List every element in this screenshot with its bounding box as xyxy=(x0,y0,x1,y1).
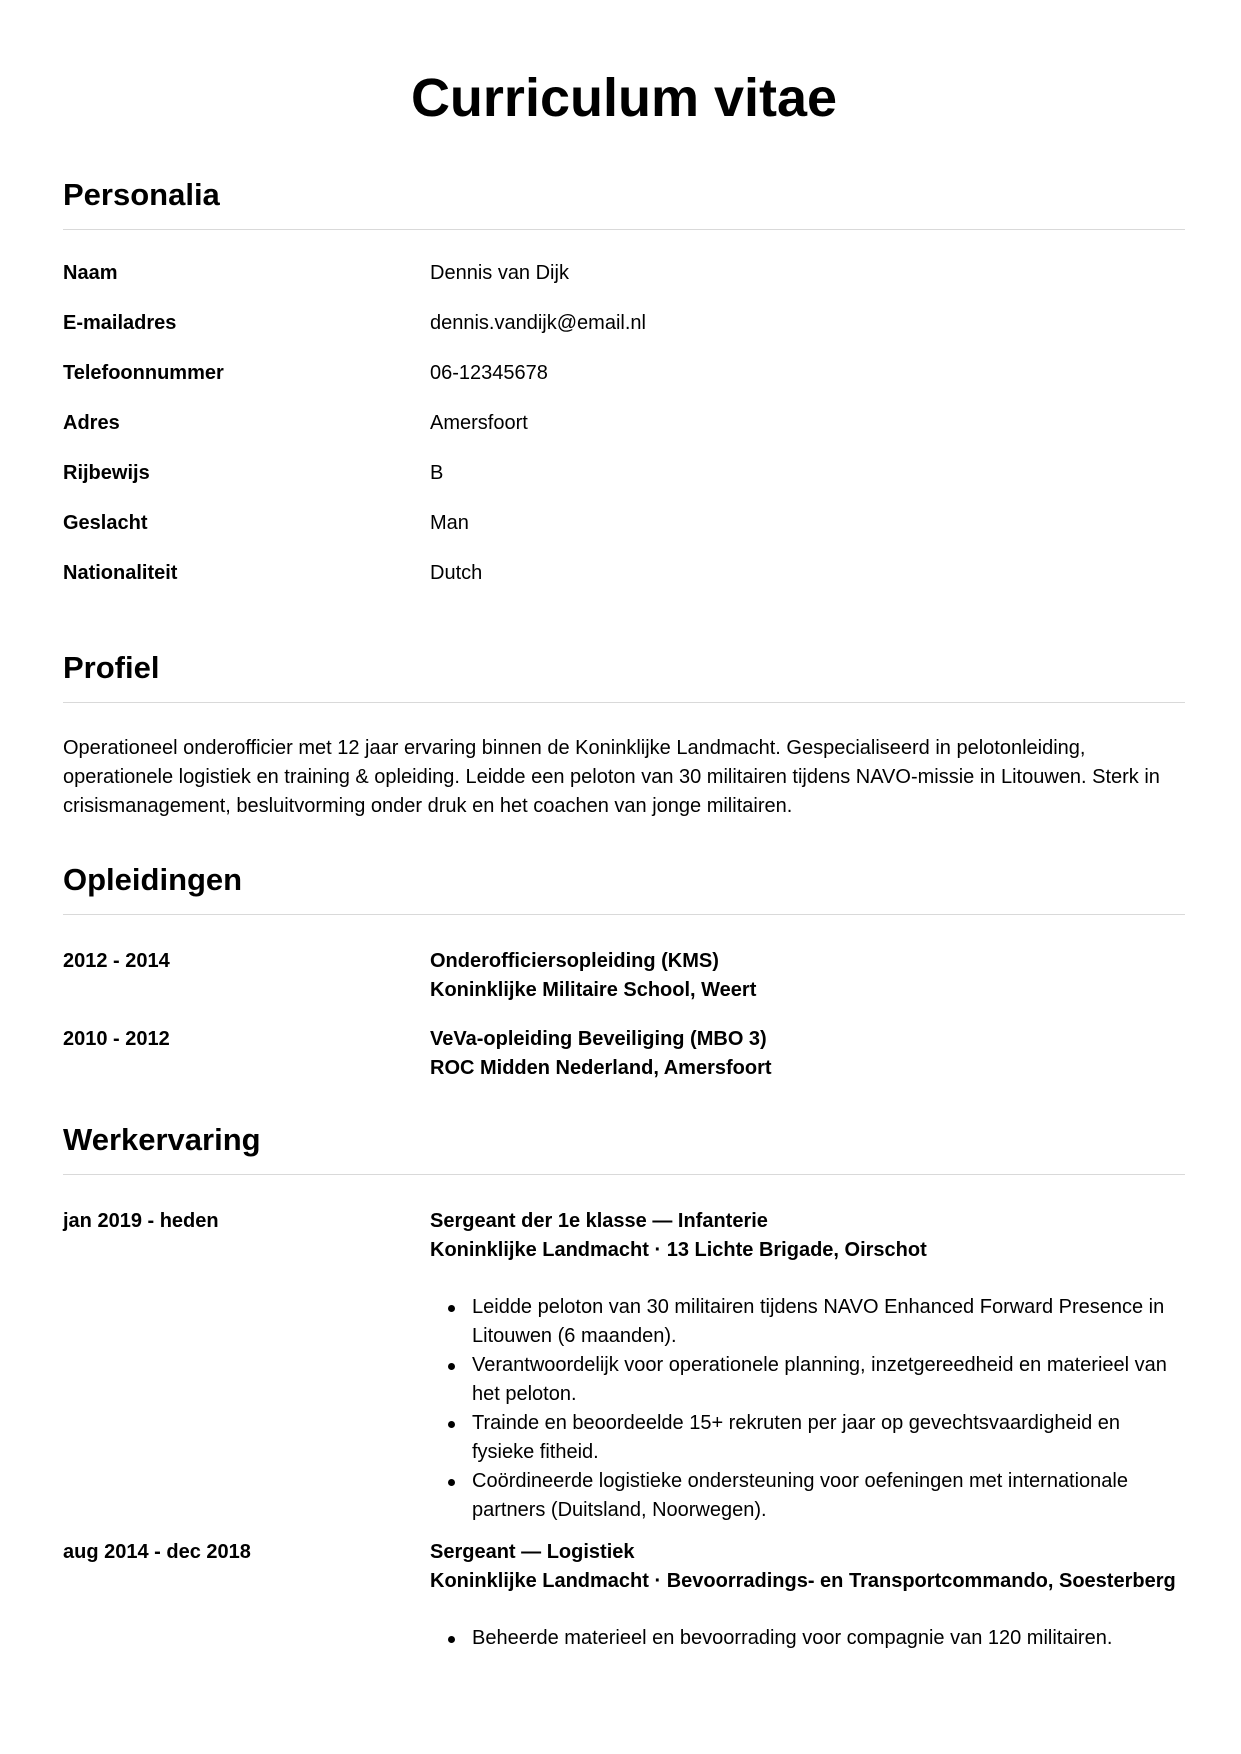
section-profiel xyxy=(63,648,1185,821)
personalia-value: Dennis van Dijk xyxy=(430,261,569,284)
education-institution: Koninklijke Militaire School, Weert xyxy=(430,979,757,1001)
personalia-key: Telefoonnummer xyxy=(63,361,224,384)
personalia-key: Nationaliteit xyxy=(63,561,178,584)
section-divider xyxy=(63,229,1185,230)
personalia-key: Rijbewijs xyxy=(63,461,150,484)
personalia-key: Naam xyxy=(63,261,118,284)
work-bullet-list xyxy=(430,1293,1185,1525)
personalia-row-telefoon xyxy=(63,348,1185,398)
personalia-value: dennis.vandijk@email.nl xyxy=(430,311,646,334)
education-title: VeVa-opleiding Beveiliging (MBO 3) xyxy=(430,1028,767,1050)
section-opleidingen xyxy=(63,860,1185,1083)
section-divider xyxy=(63,914,1185,915)
document-title: Curriculum vitae xyxy=(410,68,838,128)
work-title: Sergeant — Logistiek xyxy=(430,1541,635,1563)
personalia-key: E-mailadres xyxy=(63,311,177,334)
work-employer: Koninklijke Landmacht · 13 Lichte Brigade, Oirschot xyxy=(430,1239,927,1261)
section-heading-personalia: Personalia xyxy=(63,177,220,212)
education-entry xyxy=(63,1025,1185,1083)
personalia-row-nationaliteit xyxy=(63,548,1185,598)
personalia-row-adres xyxy=(63,398,1185,448)
personalia-row-email xyxy=(63,298,1185,348)
work-title: Sergeant der 1e klasse — Infanterie xyxy=(430,1210,768,1232)
work-entry xyxy=(63,1207,1185,1525)
section-personalia xyxy=(63,175,1185,598)
work-period: jan 2019 - heden xyxy=(63,1210,219,1232)
section-divider xyxy=(63,1174,1185,1175)
section-divider xyxy=(63,702,1185,703)
education-title: Onderofficiersopleiding (KMS) xyxy=(430,950,719,972)
personalia-key: Adres xyxy=(63,411,120,434)
list-item: Trainde en beoordeelde 15+ rekruten per jaar op gevechtsvaardigheid en fysieke fitheid. xyxy=(472,1409,1185,1467)
personalia-value: Amersfoort xyxy=(430,411,528,434)
education-entry xyxy=(63,947,1185,1005)
profile-summary: Operationeel onderofficier met 12 jaar ervaring binnen de Koninklijke Landmacht. Gespecialiseerd in pelotonleiding, operationele logistiek en training & opleiding. Leidde een peloton van 30 militairen tijdens NAVO-missie in Litouwen. Sterk in crisismanagement, besluitvorming onder druk en het coachen van jonge militairen. xyxy=(63,737,1160,817)
list-item: Verantwoordelijk voor operationele planning, inzetgereedheid en materieel van het peloton. xyxy=(472,1351,1185,1409)
section-werkervaring xyxy=(63,1120,1185,1653)
personalia-key: Geslacht xyxy=(63,511,148,534)
education-institution: ROC Midden Nederland, Amersfoort xyxy=(430,1057,772,1079)
personalia-value: B xyxy=(430,461,444,484)
personalia-row-rijbewijs xyxy=(63,448,1185,498)
work-bullet-list xyxy=(430,1624,1185,1653)
section-heading-werkervaring: Werkervaring xyxy=(63,1122,261,1157)
personalia-value: Man xyxy=(430,511,469,534)
personalia-table xyxy=(63,248,1185,598)
personalia-value: 06-12345678 xyxy=(430,361,548,384)
list-item: Beheerde materieel en bevoorrading voor compagnie van 120 militairen. xyxy=(472,1624,1185,1653)
education-period: 2012 - 2014 xyxy=(63,950,170,972)
personalia-row-geslacht xyxy=(63,498,1185,548)
list-item: Coördineerde logistieke ondersteuning voor oefeningen met internationale partners (Duitsland, Noorwegen). xyxy=(472,1467,1185,1525)
personalia-value: Dutch xyxy=(430,561,483,584)
list-item: Leidde peloton van 30 militairen tijdens NAVO Enhanced Forward Presence in Litouwen (6 maanden). xyxy=(472,1293,1185,1351)
work-period: aug 2014 - dec 2018 xyxy=(63,1541,251,1563)
section-heading-profiel: Profiel xyxy=(63,650,160,685)
work-employer: Koninklijke Landmacht · Bevoorradings- en Transportcommando, Soesterberg xyxy=(430,1570,1176,1592)
personalia-row-naam xyxy=(63,248,1185,298)
education-period: 2010 - 2012 xyxy=(63,1028,170,1050)
section-heading-opleidingen: Opleidingen xyxy=(63,862,243,897)
work-entry xyxy=(63,1538,1185,1653)
